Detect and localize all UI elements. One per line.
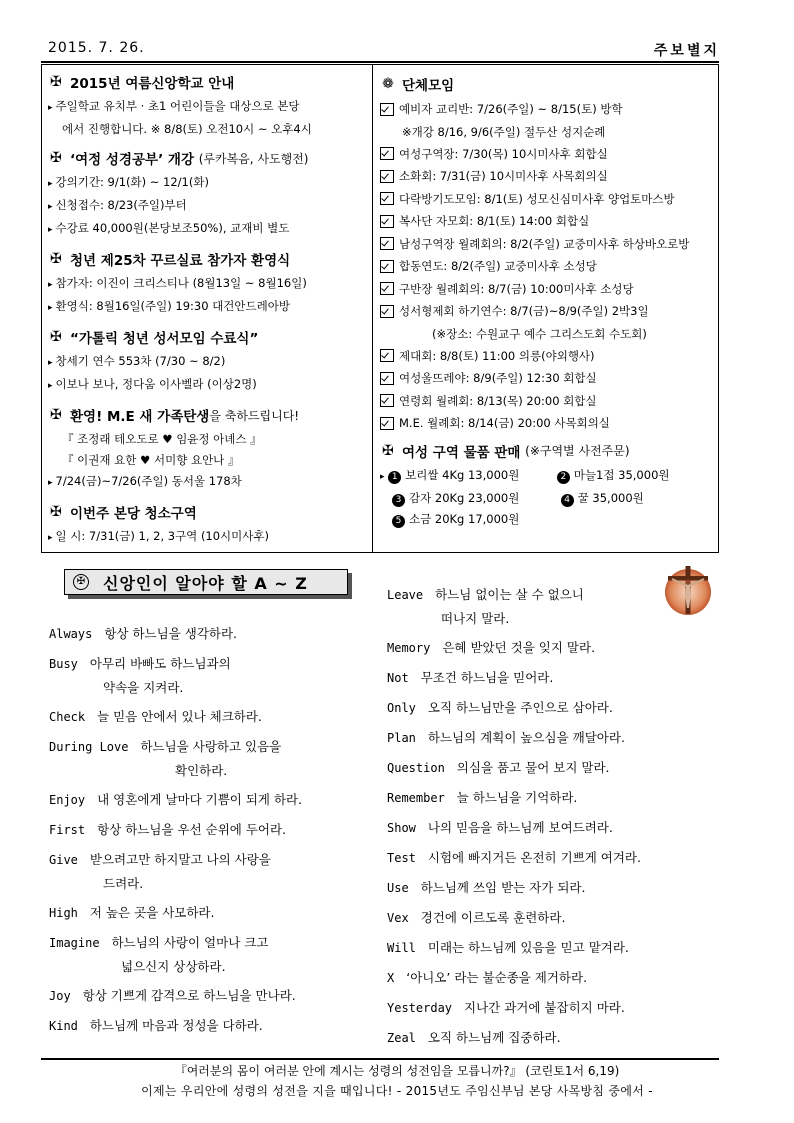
meeting-item: 연령회 월례회: 8/13(목) 20:00 회합실 [380,390,718,413]
az-item: Memory 은혜 받았던 것을 잊지 말라. [387,640,596,655]
az-item: Plan 하느님의 계획이 높으심을 깨달아라. [387,730,625,745]
section-title: 청년 제25차 꾸르실료 참가자 환영식 [70,253,291,269]
az-item: X ‘아니오’ 라는 불순종을 제거하라. [387,970,588,985]
section-line: ▸ 신청접수: 8/23(주일)부터 [48,195,370,218]
az-item: Check 늘 믿음 안에서 있나 체크하라. [49,709,262,724]
az-item: Give 받으려고만 하지말고 나의 사랑을 드려라. [49,852,271,891]
goods-row [380,509,718,530]
section-title: “가톨릭 청년 성서모임 수료식” [70,331,259,347]
section-line: 『 이권재 요한 ♥ 서미향 요안나 』 [62,453,240,467]
meeting-item: 구반장 월례회의: 8/7(금) 10:00미사후 소성당 [380,278,718,301]
az-item: Only 오직 하느님만을 주인으로 삼아라. [387,700,613,715]
az-item: Vex 경건에 이르도록 훈련하라. [387,910,566,925]
footer-scripture: 『여러분의 몸이 여러분 안에 계시는 성령의 성전임을 모릅니까?』 (코린토1서 6,19) [174,1064,620,1078]
bulletin-title: 주보별지 [653,43,720,59]
az-item: Not 무조건 하느님을 믿어라. [387,670,554,685]
cross-ornament-icon: ✠ [50,329,62,345]
page-header [44,40,720,62]
az-list-left [49,622,375,1044]
section-title: 2015년 여름신앙학교 안내 [70,76,235,92]
number-badge: 5 [392,515,405,528]
meeting-item: 제대회: 8/8(토) 11:00 의릉(야외행사) [380,345,718,368]
checkbox-icon [380,282,394,295]
number-badge: 2 [557,471,570,484]
meeting-note: (※장소: 수원교구 예수 그리스도회 수도회) [432,326,647,341]
az-item: Busy 아무리 바빠도 하느님과의 약속을 지켜라. [49,656,231,695]
az-item: Joy 항상 기쁘게 감격으로 하느님을 만나라. [49,988,296,1003]
meeting-item: 소화회: 7/31(금) 10시미사후 사목회의실 [380,165,718,188]
az-item: Enjoy 내 영혼에게 날마다 기쁨이 되게 하라. [49,792,303,807]
az-item: Remember 늘 하느님을 기억하라. [387,790,578,805]
az-item: During Love 하느님을 사랑하고 있음을 확인하라. [49,739,282,778]
az-banner [64,569,348,595]
footer-motto: 이제는 우리안에 성령의 성전을 지을 때입니다! - 2015년도 주임신부님 본당 사목방침 중에서 - [141,1084,653,1098]
section-line: ▸ 창세기 연수 553차 (7/30 ~ 8/2) [48,351,370,374]
top-divider [41,61,719,63]
right-column [380,74,718,530]
section-line: ▸ 일 시: 7/31(금) 1, 2, 3구역 (10시미사후) [48,526,370,549]
meetings-title: 단체모임 [402,78,455,94]
section-line: 에서 진행합니다. ※ 8/8(토) 오전10시 ~ 오후4시 [62,122,312,136]
checkbox-icon [380,394,394,407]
section-line: ▸ 7/24(금)~7/26(주일) 동서울 178차 [48,471,370,494]
az-item: Imagine 하느님의 사랑이 얼마나 크고 넓으신지 상상하라. [49,935,269,974]
left-column [48,72,370,549]
az-item: Test 시험에 빠지거든 온전히 기쁘게 여겨라. [387,850,641,865]
meeting-item: M.E. 월례회: 8/14(금) 20:00 사목회의실 [380,412,718,435]
section-subtitle: 을 축하드립니다! [209,408,300,423]
meeting-item: 여성구역장: 7/30(목) 10시미사후 회합실 [380,143,718,166]
meeting-item: 여성울뜨레야: 8/9(주일) 12:30 회합실 [380,367,718,390]
meeting-item: 다락방기도모임: 8/1(토) 성모신심미사후 양업토마스방 [380,188,718,211]
meeting-item: 남성구역장 월례회의: 8/2(주일) 교중미사후 하상바오로방 [380,233,718,256]
checkbox-icon [380,170,394,183]
checkbox-icon [380,103,394,116]
summer-school-section [48,72,370,140]
column-divider [372,64,373,553]
number-badge: 4 [561,494,574,507]
cross-ornament-icon: ✠ [50,251,62,267]
meeting-item: 예비자 교리반: 7/26(주일) ~ 8/15(토) 방학 [380,98,718,121]
section-subtitle: (루카복음, 사도행전) [198,151,309,166]
cross-ornament-icon: ✠ [50,74,62,90]
az-item: Always 항상 하느님을 생각하라. [49,626,238,641]
az-item: Use 하느님께 쓰임 받는 자가 되라. [387,880,586,895]
meeting-item: 성서형제회 하기연수: 8/7(금)~8/9(주일) 2박3일 [380,300,718,323]
cleaning-section [48,502,370,549]
banner-title: 신앙인이 알아야 할 A ~ Z [103,573,308,593]
cross-ornament-icon: ✠ [50,504,62,520]
section-title: ‘여정 성경공부’ 개강 [70,152,194,168]
az-item: Will 미래는 하느님께 있음을 믿고 맡겨라. [387,940,629,955]
checkbox-icon [380,260,394,273]
cross-ornament-icon: ✠ [382,442,394,459]
issue-date: 2015. 7. 26. [48,40,145,56]
section-line: ▸ 주일학교 유치부 · 초1 어린이들을 대상으로 본당 [48,96,370,119]
section-line: ▸ 수강료 40,000원(본당보조50%), 교재비 별도 [48,218,370,241]
az-list-right [387,583,717,1056]
checkbox-icon [380,417,394,430]
goods-item: 마늘1접 35,000원 [573,467,670,482]
section-title: 이번주 본당 청소구역 [70,506,197,522]
section-line: ▸ 이보나 보나, 정다움 이사벨라 (이상2명) [48,374,370,397]
number-badge: 3 [392,494,405,507]
goods-item: 감자 20Kg 23,000원 [409,490,520,505]
az-item: Show 나의 믿음을 하느님께 보여드려라. [387,820,613,835]
checkbox-icon [380,237,394,250]
section-line: ▸ 환영식: 8월16일(주일) 19:30 대건안드레아방 [48,296,370,319]
meeting-item: 복사단 자모회: 8/1(토) 14:00 회합실 [380,210,718,233]
section-line: ▸ 참가자: 이진이 크리스티나 (8월13일 ~ 8월16일) [48,273,370,296]
bottom-divider [41,1058,719,1060]
section-title: 환영! M.E 새 가족탄생 [70,409,210,425]
bible-study-section [48,148,370,241]
az-item: High 저 높은 곳을 사모하라. [49,905,215,920]
az-item: First 항상 하느님을 우선 순위에 두어라. [49,822,287,837]
az-item: Zeal 오직 하느님께 집중하라. [387,1030,561,1045]
goods-item: 소금 20Kg 17,000원 [409,511,520,526]
az-item: Kind 하느님께 마음과 정성을 다하라. [49,1018,263,1033]
section-line: ▸ 강의기간: 9/1(화) ~ 12/1(화) [48,172,370,195]
az-item: Leave 하느님 없이는 살 수 없으니 떠나지 말라. [387,587,584,626]
number-badge: 1 [388,471,401,484]
checkbox-icon [380,372,394,385]
section-line: 『 조정래 테오도로 ♥ 임윤정 아녜스 』 [62,432,262,446]
cross-ornament-icon: ✠ [50,407,62,423]
meeting-note: ※개강 8/16, 9/6(주일) 절두산 성지순례 [402,124,606,139]
goods-item: 보리쌀 4Kg 13,000원 [405,467,520,482]
goods-subtitle: (※구역별 사전주문) [525,444,630,458]
checkbox-icon [380,305,394,318]
checkbox-icon [380,192,394,205]
flower-ornament-icon: ❁ [382,76,394,92]
checkbox-icon [380,349,394,362]
goods-item: 꿀 35,000원 [577,490,644,505]
goods-row: ▸ 1 보리쌀 4Kg 13,000원 2 마늘1접 35,000원 [380,465,718,488]
goods-title: 여성 구역 물품 판매 [402,444,521,461]
meeting-item: 합동연도: 8/2(주일) 교중미사후 소성당 [380,255,718,278]
checkbox-icon [380,147,394,160]
cursillo-section [48,249,370,319]
cross-circle-icon: ✠ [73,574,89,590]
az-item: Yesterday 지나간 과거에 붙잡히지 마라. [387,1000,625,1015]
me-family-section [48,405,370,494]
goods-row [380,488,718,509]
az-item: Question 의심을 품고 물어 보지 말라. [387,760,610,775]
cross-ornament-icon: ✠ [50,150,62,166]
bible-group-section [48,327,370,397]
checkbox-icon [380,215,394,228]
